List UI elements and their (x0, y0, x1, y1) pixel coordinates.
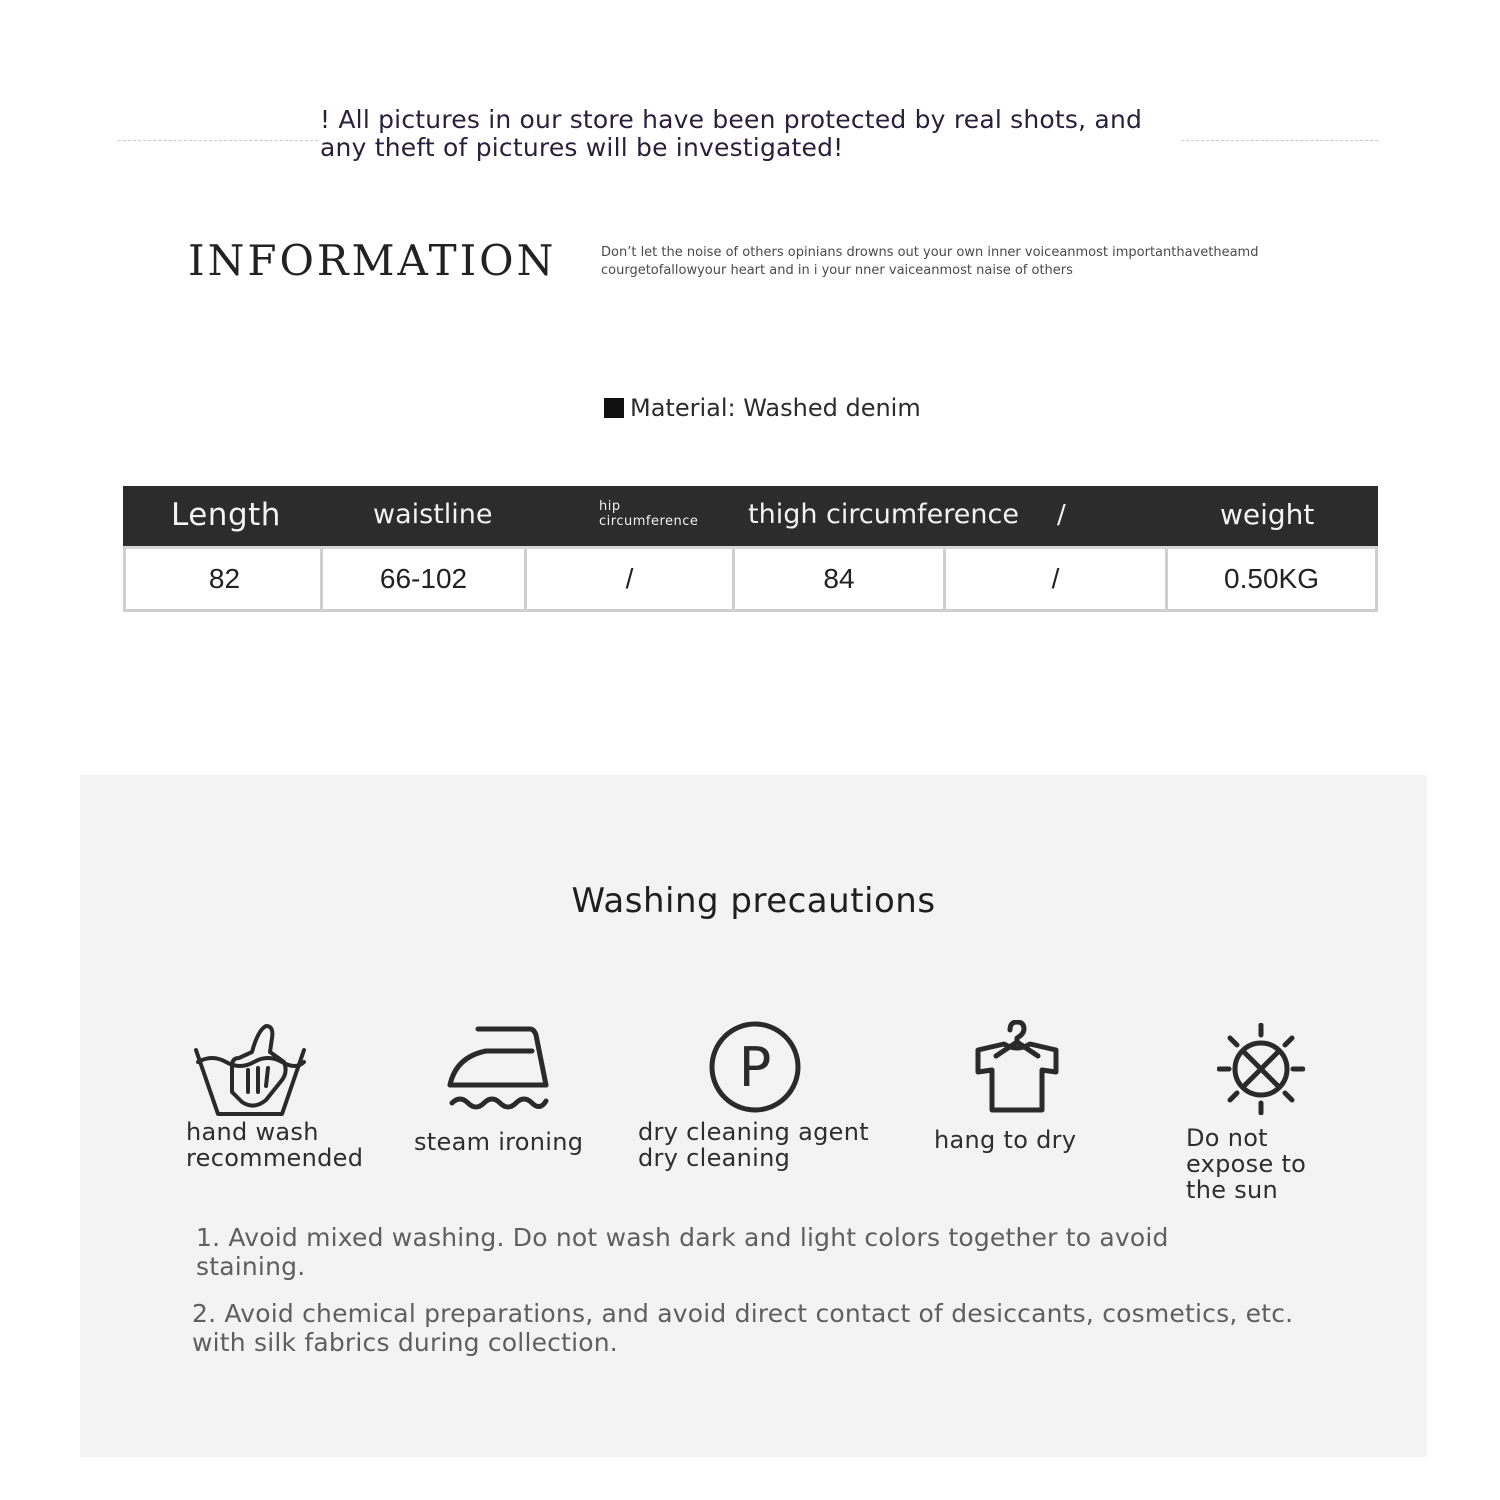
value-slash: / (943, 549, 1165, 609)
hand-wash-icon (192, 1022, 308, 1122)
hang-dry-icon (974, 1020, 1060, 1114)
notice-rule-left (118, 140, 318, 141)
header-thigh-circumference: thigh circumference (748, 499, 1019, 530)
washing-note-1: 1. Avoid mixed washing. Do not wash dark and light colors together to avoid staining. (196, 1223, 1169, 1281)
copyright-notice: ! All pictures in our store have been protected by real shots, and any theft of pictures will be investigated! (320, 106, 1180, 162)
header-hip-circumference: hip circumference (599, 499, 699, 529)
value-thigh: 84 (732, 549, 943, 609)
information-title: INFORMATION (188, 236, 557, 285)
svg-text:P: P (738, 1036, 772, 1099)
header-weight: weight (1220, 498, 1315, 531)
steam-iron-label: steam ironing (414, 1128, 584, 1156)
value-waistline: 66-102 (320, 549, 524, 609)
hand-wash-label: hand wash recommended (186, 1118, 364, 1172)
no-sun-icon (1217, 1023, 1305, 1115)
header-waistline: waistline (373, 499, 493, 530)
washing-title: Washing precautions (571, 881, 936, 921)
size-table (123, 486, 1378, 612)
size-table-row (123, 546, 1378, 612)
washing-panel (80, 775, 1427, 1457)
material-line (604, 394, 921, 422)
size-table-header (123, 486, 1378, 546)
dry-clean-p-icon (708, 1020, 802, 1114)
value-weight: 0.50KG (1165, 549, 1375, 609)
value-hip: / (524, 549, 732, 609)
steam-iron-icon (446, 1023, 550, 1115)
header-slash: / (1057, 500, 1066, 530)
hang-dry-label: hang to dry (934, 1126, 1077, 1154)
value-length: 82 (208, 563, 241, 594)
header-length: Length (171, 497, 281, 533)
square-bullet-icon (604, 398, 624, 418)
no-sun-label: Do not expose to the sun (1186, 1124, 1307, 1204)
washing-note-2: 2. Avoid chemical preparations, and avoid direct contact of desiccants, cosmetics, etc. with silk fabrics during collection. (192, 1299, 1294, 1357)
information-subtitle: Don’t let the noise of others opinians drowns out your own inner voiceanmost importanthavetheamd courgetofallowyour heart and in i your nner vaiceanmost naise of others (601, 245, 1259, 278)
dry-clean-label: dry cleaning agent dry cleaning (638, 1118, 869, 1172)
material-text: Material: Washed denim (630, 394, 921, 422)
